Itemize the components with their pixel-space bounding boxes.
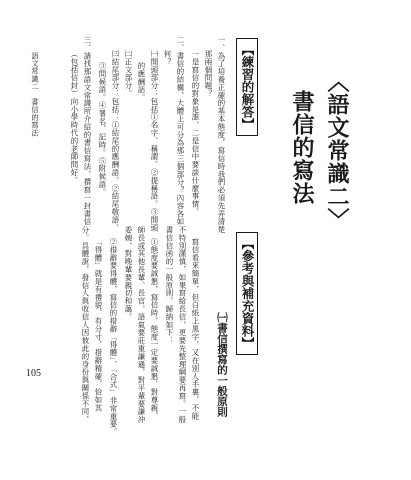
reference-line: 分。具體說，發信人與收信人因彼此的身份與關係不同， xyxy=(81,226,90,424)
practice-line: 三、請找那語文常識所介紹的書信寫法，撰寫一封書信 xyxy=(83,36,92,226)
running-footer: 語文常識二 書信的寫法 xyxy=(31,52,40,137)
practice-line: ㈡正文部分。 xyxy=(124,50,133,98)
practice-line: 那兩個問題？ xyxy=(204,50,213,98)
practice-line: （包括信封）向小學時代的老師問好。 xyxy=(70,50,79,185)
reference-line: ②措辭要得體，寫信的措辭「得體」、「合式」非常重要。 xyxy=(109,238,118,436)
practice-line: 的應酬話。 xyxy=(137,62,146,102)
reference-header: 【參考與補充資料】 xyxy=(236,232,258,355)
reference-line: 委婉，對晚輩要親切和藹。 xyxy=(124,226,133,321)
practice-line: ㈢結尾部分：包括：①結尾的應酬語。②結尾敬語。 xyxy=(111,50,120,232)
page-title-part1: 〈語文常識二〉 xyxy=(324,70,349,231)
page-title-part2: 書信的寫法 xyxy=(289,90,314,205)
practice-answers-header: 【練習的解答】 xyxy=(236,38,258,136)
reference-subtitle: ㈠書信撰寫的一般原則 xyxy=(216,312,228,417)
practice-line: ㈠開頭部分：包括①名字、稱謂。②提稱語。③開頭 xyxy=(150,50,159,232)
reference-line: ①態度要誠懇，寫信時，態度一定要誠懇，對尊親、 xyxy=(150,238,159,420)
practice-line: 一、為了培養正確的基本態度，寫信時我們必須先弄清楚 xyxy=(217,36,226,234)
reference-line: 寫信看來簡單，但白紙上黑字，又在別人手裏，不能 xyxy=(191,238,200,420)
practice-line: 一是寫信的對象是誰，二是信中要談什麼事情。 xyxy=(191,50,200,216)
reference-line: 不特別謹慎，如果寫給長信，更要先整理綱要再寫。一般 xyxy=(178,226,187,424)
page-number: 105 xyxy=(26,368,41,379)
practice-line: ③問候語。④署名、記時。⑤附候語。 xyxy=(98,62,107,197)
reference-line: 師長或其他長輩、長官，語氣要莊重謙遜，對平輩要謙沖 xyxy=(137,226,146,424)
reference-line: 「得體」就是有禮貌、有分寸，措辭精確，恰如其 xyxy=(94,238,103,412)
reference-line: 書信信函的一般原則，歸納如下： xyxy=(165,226,174,345)
practice-line: 何？ xyxy=(163,50,172,66)
practice-line: 二、書信的結構，大體上可分為那三個部分？內容各如 xyxy=(176,36,185,226)
